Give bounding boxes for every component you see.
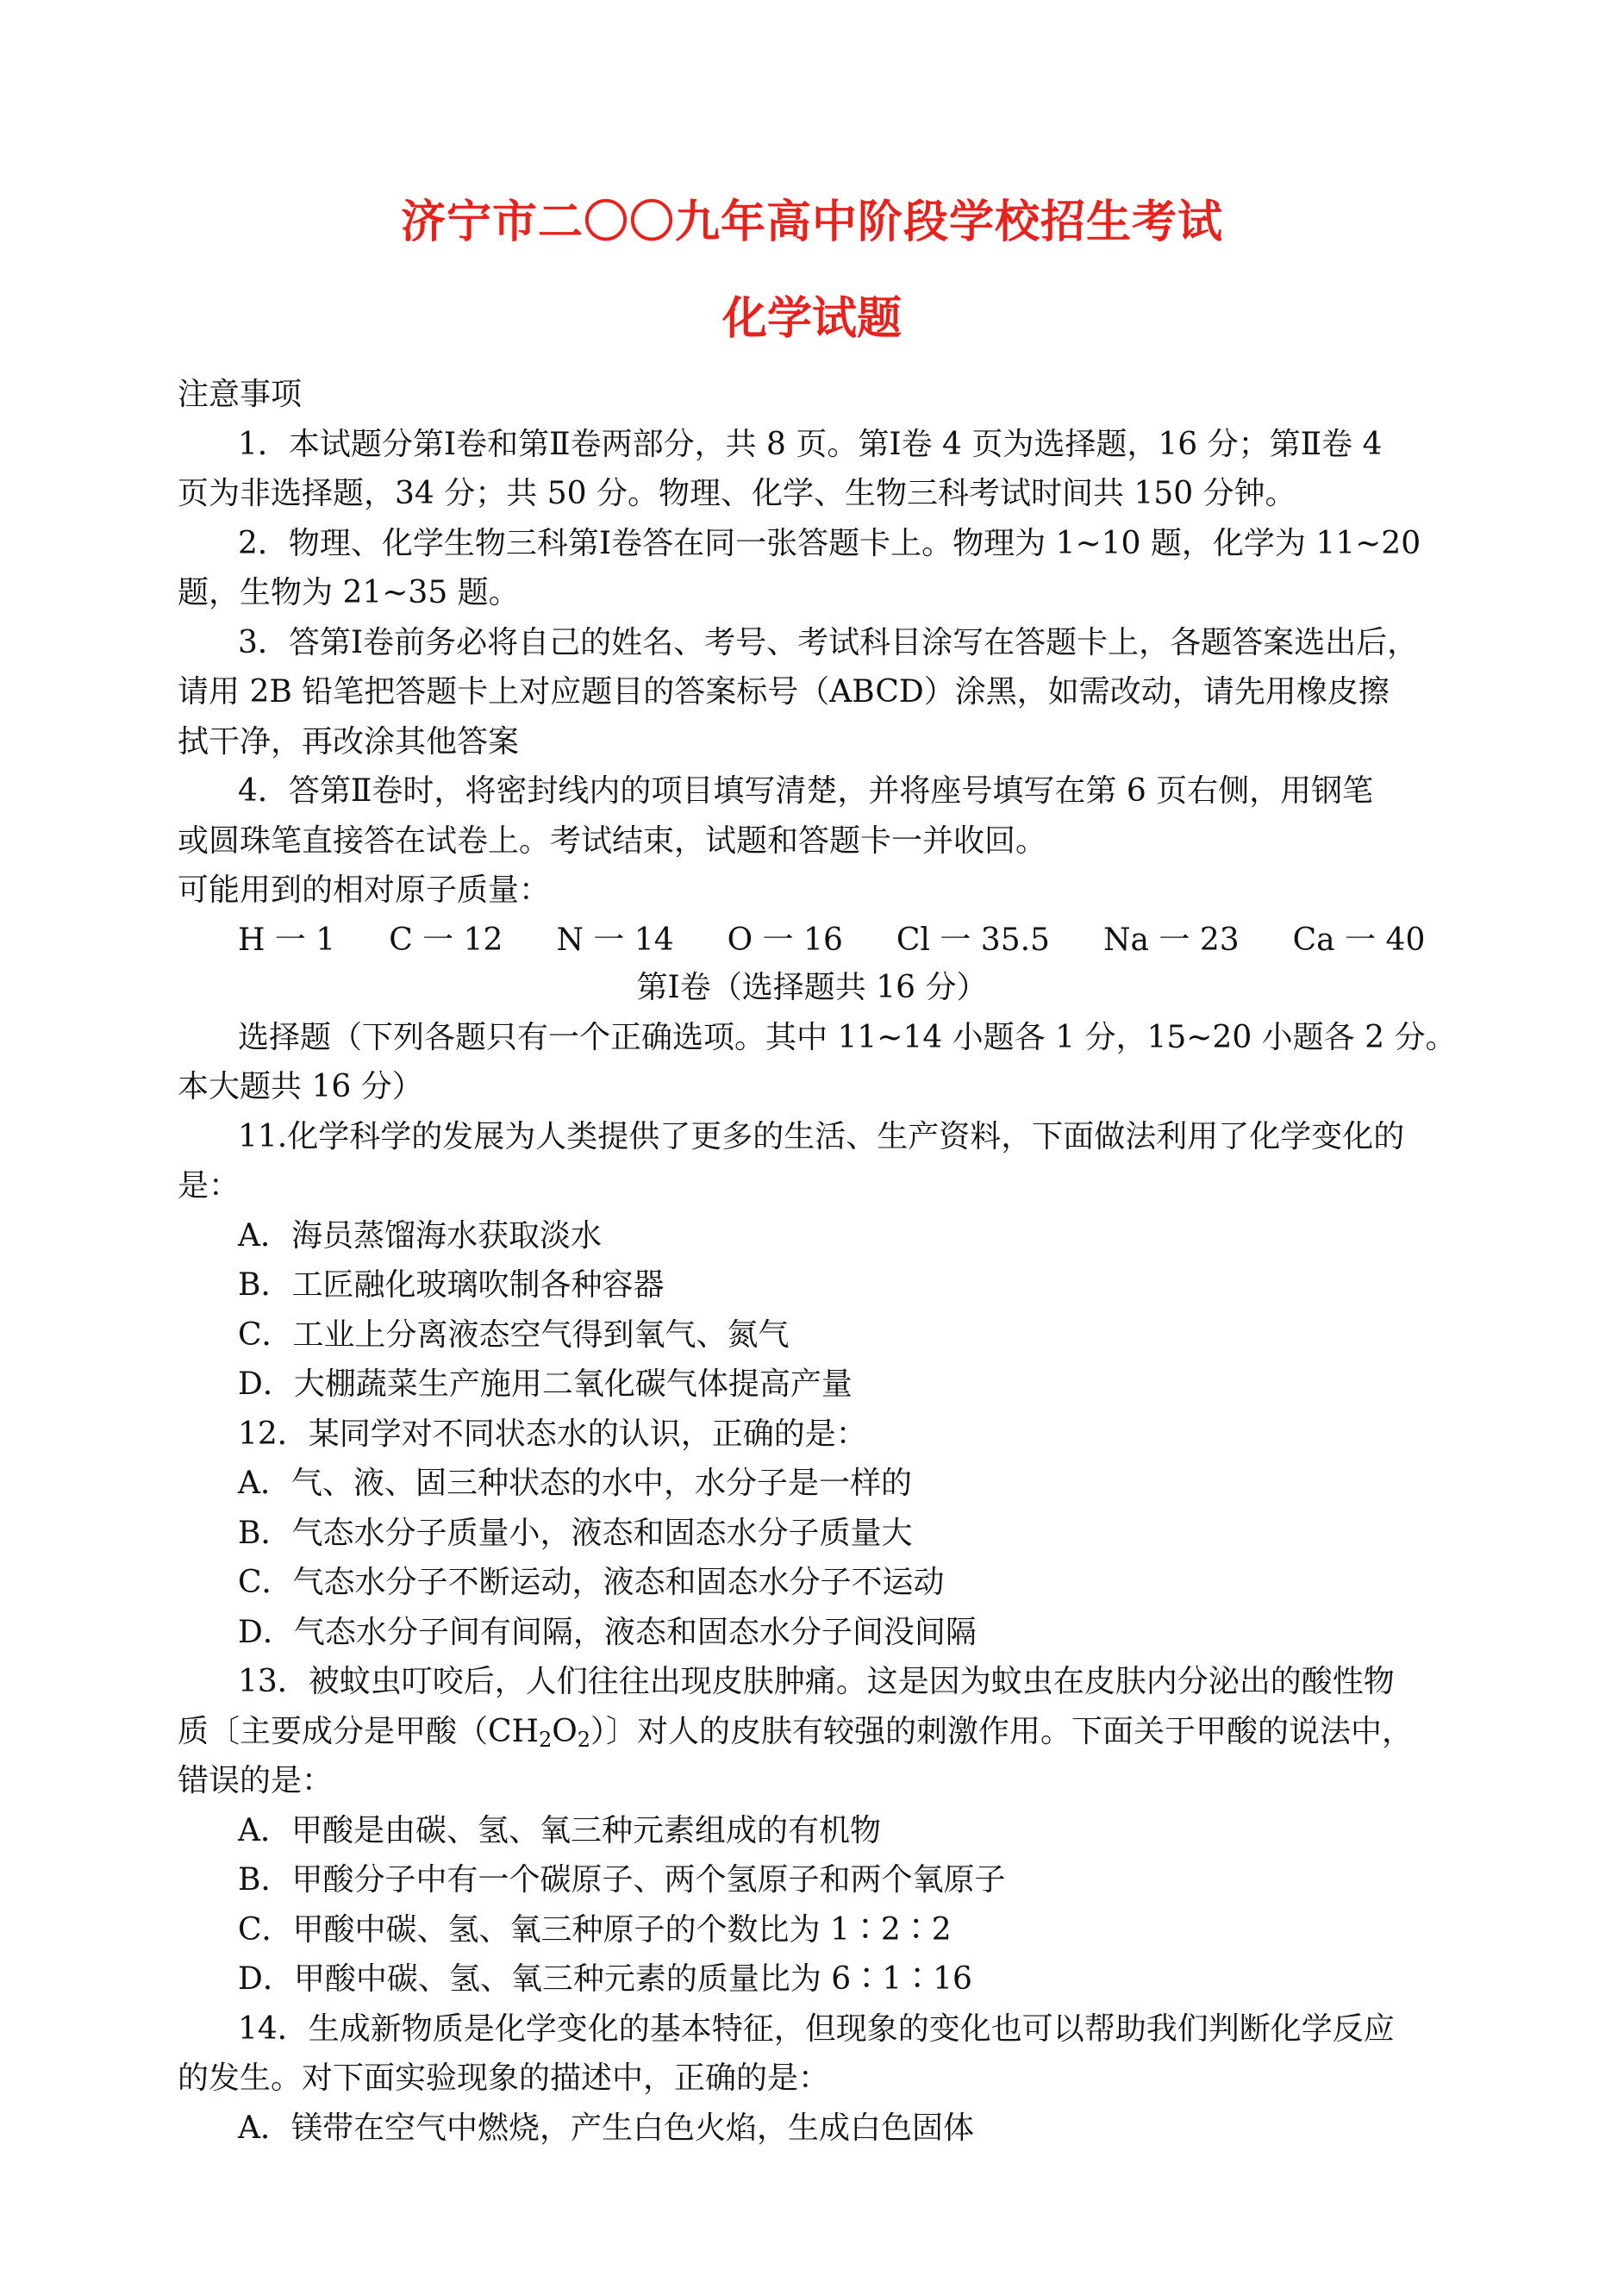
- q11-option-c: C．工业上分离液态空气得到氧气、氮气: [238, 1317, 790, 1353]
- q13-option-c: C．甲酸中碳、氢、氧三种原子的个数比为 1∶2∶2: [238, 1912, 952, 1948]
- atomic-mass-h: H 一 1: [238, 922, 336, 958]
- atomic-mass-na: Na 一 23: [1102, 922, 1240, 958]
- q12-stem: 12．某同学对不同状态水的认识，正确的是：: [238, 1416, 867, 1452]
- notice-heading: 注意事项: [178, 377, 303, 412]
- notice-item-3-line-1: 3．答第Ⅰ卷前务必将自己的姓名、考号、考试科目涂写在答题卡上，各题答案选出后，: [238, 625, 1419, 660]
- notice-item-4-line-2: 或圆珠笔直接答在试卷上。考试结束，试题和答题卡一并收回。: [178, 823, 1047, 859]
- notice-item-1-line-1: 1．本试题分第Ⅰ卷和第Ⅱ卷两部分，共 8 页。第Ⅰ卷 4 页为选择题，16 分；第Ⅱ卷 4: [238, 427, 1383, 462]
- atomic-mass-list: [238, 922, 1531, 959]
- q11-option-b: B．工匠融化玻璃吹制各种容器: [238, 1267, 665, 1303]
- q13-stem-text-c: ）〕对人的皮肤有较强的刺激作用。下面关于甲酸的说法中，: [590, 1714, 1414, 1749]
- q13-option-d: D．甲酸中碳、氢、氧三种元素的质量比为 6∶1∶16: [238, 1961, 972, 1997]
- q13-subscript-2: 2: [577, 1728, 591, 1752]
- q11-option-d: D．大棚蔬菜生产施用二氧化碳气体提高产量: [238, 1366, 853, 1402]
- atomic-mass-ca: Ca 一 40: [1292, 922, 1426, 958]
- notice-item-3-line-3: 拭干净，再改涂其他答案: [178, 724, 520, 760]
- notice-item-3-line-2: 请用 2B 铅笔把答题卡上对应题目的答案标号（ABCD）涂黑，如需改动，请先用橡皮擦: [178, 674, 1390, 710]
- notice-item-4-line-1: 4．答第Ⅱ卷时，将密封线内的项目填写清楚，并将座号填写在第 6 页右侧，用钢笔: [238, 773, 1374, 809]
- notice-item-1-line-2: 页为非选择题，34 分；共 50 分。物理、化学、生物三科考试时间共 150 分钟。: [178, 476, 1296, 511]
- page-title: 济宁市二〇〇九年高中阶段学校招生考试: [400, 197, 1223, 248]
- q13-stem-text-b: O: [552, 1714, 578, 1749]
- notice-item-2-line-2: 题，生物为 21~35 题。: [178, 575, 520, 610]
- q13-stem-text-a: 质〔主要成分是甲酸（CH: [178, 1714, 539, 1749]
- q13-subscript-1: 2: [538, 1728, 553, 1752]
- q13-stem-line-1: 13．被蚊虫叮咬后，人们往往出现皮肤肿痛。这是因为蚊虫在皮肤内分泌出的酸性物: [238, 1664, 1395, 1699]
- q12-option-d: D．气态水分子间有间隔，液态和固态水分子间没间隔: [238, 1615, 977, 1650]
- q13-stem-line-3: 错误的是：: [178, 1763, 334, 1798]
- atomic-mass-n: N 一 14: [556, 922, 674, 958]
- q14-option-a: A．镁带在空气中燃烧，产生白色火焰，生成白色固体: [238, 2111, 974, 2146]
- atomic-mass-c: C 一 12: [389, 922, 503, 958]
- q11-option-a: A．海员蒸馏海水获取淡水: [238, 1218, 602, 1254]
- q12-option-c: C．气态水分子不断运动，液态和固态水分子不运动: [238, 1565, 945, 1600]
- section-intro-line-1: 选择题（下列各题只有一个正确选项。其中 11~14 小题各 1 分，15~20 小题各 2 分。: [238, 1020, 1457, 1055]
- q11-stem-line-2: 是：: [178, 1168, 240, 1204]
- section-title: 第Ⅰ卷（选择题共 16 分）: [636, 970, 988, 1005]
- q13-stem-line-2: [178, 1714, 1471, 1750]
- atomic-mass-label: 可能用到的相对原子质量：: [178, 872, 551, 908]
- q13-option-a: A．甲酸是由碳、氢、氧三种元素组成的有机物: [238, 1813, 881, 1848]
- q12-option-a: A．气、液、固三种状态的水中，水分子是一样的: [238, 1466, 912, 1501]
- atomic-mass-o: O 一 16: [727, 922, 843, 958]
- q11-stem-line-1: 11.化学科学的发展为人类提供了更多的生活、生产资料，下面做法利用了化学变化的: [238, 1119, 1405, 1154]
- q14-stem-line-1: 14．生成新物质是化学变化的基本特征，但现象的变化也可以帮助我们判断化学反应: [238, 2011, 1395, 2047]
- atomic-mass-cl: Cl 一 35.5: [896, 922, 1050, 958]
- section-intro-line-2: 本大题共 16 分）: [178, 1069, 423, 1104]
- page-subtitle: 化学试题: [721, 293, 902, 345]
- q14-stem-line-2: 的发生。对下面实验现象的描述中，正确的是：: [178, 2060, 830, 2096]
- notice-item-2-line-1: 2．物理、化学生物三科第Ⅰ卷答在同一张答题卡上。物理为 1~10 题，化学为 11~20: [238, 526, 1421, 561]
- q12-option-b: B．气态水分子质量小，液态和固态水分子质量大: [238, 1516, 913, 1551]
- q13-option-b: B．甲酸分子中有一个碳原子、两个氢原子和两个氧原子: [238, 1862, 1006, 1898]
